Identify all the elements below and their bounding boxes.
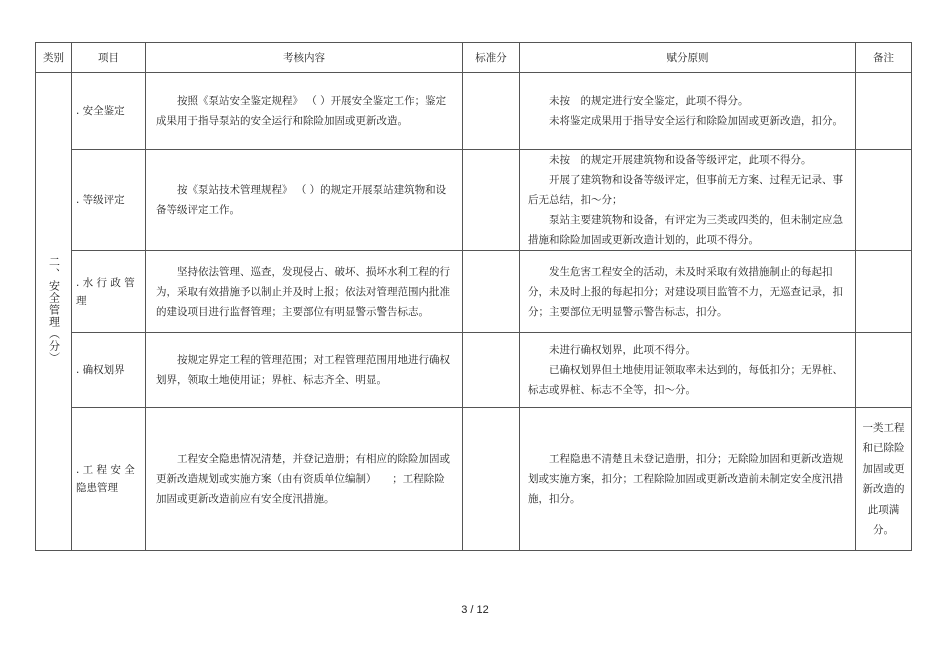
principle-line: 泵站主要建筑物和设备，有评定为三类或四类的，但未制定应急措施和除险加固或更新改造计划的，此项不得分。 — [528, 214, 843, 246]
content-text: 按《泵站技术管理规程》 （ ）的规定开展泵站建筑物和设备等级评定工作。 — [156, 184, 447, 216]
item-cell: . 确权划界 — [72, 333, 146, 408]
note-cell: 一类工程和已除险加固或更新改造的此项满分。 — [856, 408, 912, 551]
header-content: 考核内容 — [146, 43, 463, 73]
content-text: 工程安全隐患情况清楚，并登记造册；有相应的除险加固或更新改造规划或实施方案（由有资质单位编制） ；工程除险加固或更新改造前应有安全度汛措施。 — [156, 453, 450, 505]
item-cell: . 等级评定 — [72, 150, 146, 251]
header-principle: 赋分原则 — [520, 43, 856, 73]
principle-line: 发生危害工程安全的活动，未及时采取有效措施制止的每起扣分，未及时上报的每起扣分；对建设项目监管不力，无巡查记录，扣分；主要部位无明显警示警告标志，扣分。 — [528, 265, 843, 318]
content-text: 坚持依法管理、巡查，发现侵占、破坏、损坏水利工程的行为，采取有效措施予以制止并及时上报；依法对管理范围内批准的建设项目进行监督管理；主要部位有明显警示警告标志。 — [156, 265, 450, 318]
note-cell — [856, 251, 912, 333]
content-cell — [146, 333, 463, 408]
header-row — [36, 43, 912, 73]
content-cell — [146, 73, 463, 150]
principle-line: 未按 的规定进行安全鉴定，此项不得分。 — [549, 95, 749, 107]
page-number: 3 / 12 — [461, 604, 489, 616]
item-cell: . 工 程 安 全隐患管理 — [72, 408, 146, 551]
principle-line: 开展了建筑物和设备等级评定，但事前无方案、过程无记录、事后无总结，扣～分； — [528, 174, 843, 206]
content-cell — [146, 408, 463, 551]
score-cell — [463, 73, 520, 150]
principle-cell — [520, 251, 856, 333]
principle-line: 已确权划界但土地使用证领取率未达到的，每低扣分；无界桩、标志或界桩、标志不全等，扣～分。 — [528, 364, 843, 396]
score-cell — [463, 150, 520, 251]
table-row — [36, 333, 912, 408]
score-cell — [463, 333, 520, 408]
note-cell — [856, 73, 912, 150]
note-cell — [856, 150, 912, 251]
principle-line: 未按 的规定开展建筑物和设备等级评定，此项不得分。 — [549, 154, 812, 166]
header-item: 项目 — [72, 43, 146, 73]
principle-cell — [520, 333, 856, 408]
note-cell — [856, 333, 912, 408]
principle-line: 未进行确权划界，此项不得分。 — [549, 344, 696, 356]
score-cell — [463, 408, 520, 551]
principle-line: 工程隐患不清楚且未登记造册，扣分；无除险加固和更新改造规划或实施方案，扣分；工程除险加固或更新改造前未制定安全度汛措施，扣分。 — [528, 453, 843, 505]
principle-cell — [520, 408, 856, 551]
content-text: 按照《泵站安全鉴定规程》 （ ）开展安全鉴定工作；鉴定成果用于指导泵站的安全运行和除险加固或更新改造。 — [156, 95, 447, 127]
table-row — [36, 408, 912, 551]
principle-line: 未将鉴定成果用于指导安全运行和除险加固或更新改造，扣分。 — [549, 115, 843, 127]
table-row — [36, 251, 912, 333]
score-cell — [463, 251, 520, 333]
header-note: 备注 — [856, 43, 912, 73]
principle-cell — [520, 73, 856, 150]
content-cell — [146, 150, 463, 251]
content-cell — [146, 251, 463, 333]
assessment-table — [35, 42, 912, 551]
header-category: 类别 — [36, 43, 72, 73]
table-row — [36, 150, 912, 251]
principle-cell — [520, 150, 856, 251]
content-text: 按规定界定工程的管理范围；对工程管理范围用地进行确权划界，领取土地使用证；界桩、标志齐全、明显。 — [156, 354, 450, 386]
category-label: 二、安全管理（分） — [47, 256, 61, 364]
header-score: 标准分 — [463, 43, 520, 73]
item-cell: . 安全鉴定 — [72, 73, 146, 150]
item-cell: . 水 行 政 管理 — [72, 251, 146, 333]
category-cell — [36, 73, 72, 551]
table-row — [36, 73, 912, 150]
